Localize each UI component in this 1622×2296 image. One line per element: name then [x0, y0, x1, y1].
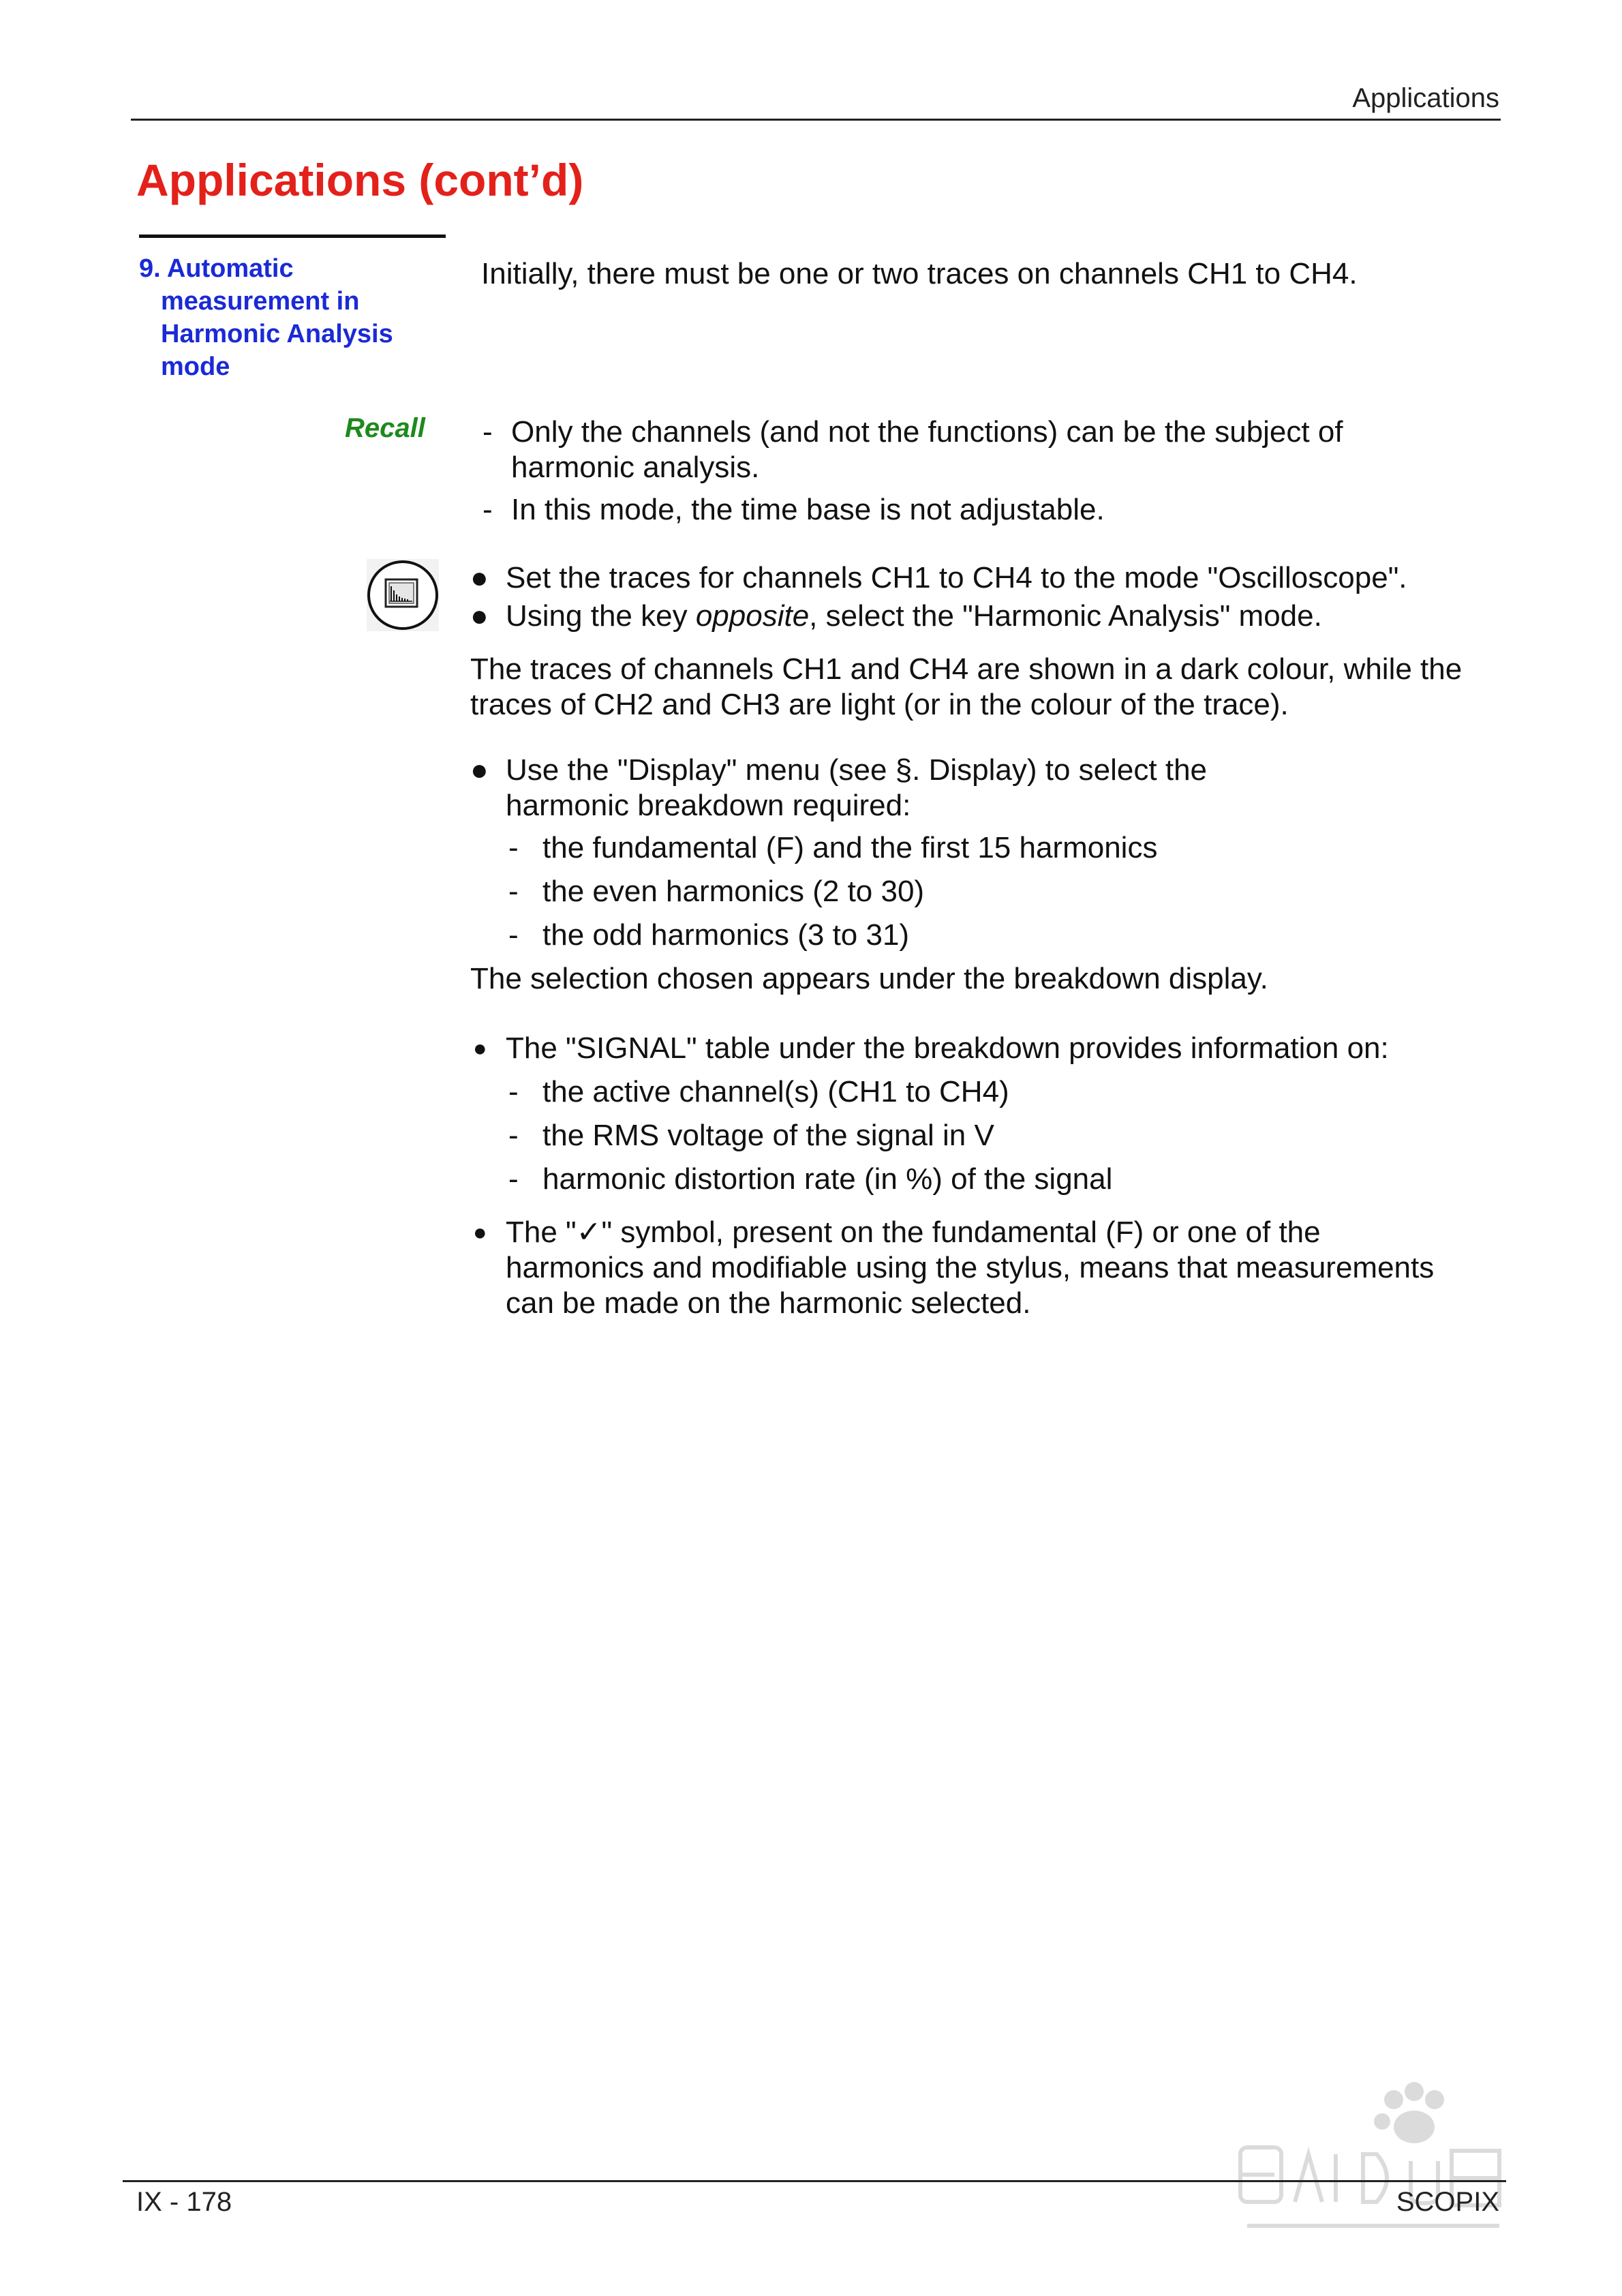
check-bullet-text: [470, 1215, 1434, 1321]
signal-item-2-text: the RMS voltage of the signal in V: [542, 1119, 994, 1152]
step-1-text: Set the traces for channels CH1 to CH4 to the mode "Oscilloscope".: [506, 561, 1407, 594]
signal-item-3-text: harmonic distortion rate (in %) of the signal: [542, 1162, 1113, 1196]
sidebar-heading-line2: measurement in: [161, 287, 360, 316]
header-rule: [131, 119, 1501, 121]
bullet-marker: ●: [470, 561, 489, 594]
traces-line2: traces of CH2 and CH3 are light (or in the colour of the trace).: [470, 688, 1289, 721]
selection-paragraph: The selection chosen appears under the breakdown display.: [470, 962, 1268, 995]
footer-rule: [123, 2180, 1506, 2182]
traces-line1: The traces of channels CH1 and CH4 are shown in a dark colour, while the: [470, 652, 1463, 686]
signal-bullet-text: [470, 1031, 1389, 1066]
sidebar-heading-line3: Harmonic Analysis: [161, 320, 393, 348]
step-2-emphasis: opposite: [695, 599, 810, 633]
header-section-label: Applications: [1352, 83, 1499, 113]
recall-item-2: [481, 492, 1343, 528]
check-line2: harmonics and modifiable using the stylus, means that measurements: [506, 1251, 1435, 1284]
step-item-2: [470, 599, 1407, 634]
sidebar-heading: [139, 252, 425, 383]
check-line3: can be made on the harmonic selected.: [506, 1286, 1031, 1320]
recall-list: [481, 414, 1343, 528]
display-line2: harmonic breakdown required:: [506, 789, 911, 822]
display-option-2-text: the even harmonics (2 to 30): [542, 875, 925, 908]
sidebar-heading-line1: 9. Automatic: [139, 254, 294, 283]
harmonic-analysis-key-icon: [367, 559, 439, 631]
steps-list: [470, 560, 1407, 634]
recall-item-2-line1: In this mode, the time base is not adjustable.: [511, 493, 1105, 526]
dash-marker: -: [508, 831, 519, 864]
signal-bullet: [470, 1031, 1389, 1197]
signal-item-1: [470, 1074, 1389, 1110]
display-bullet-text: [470, 753, 1207, 824]
signal-item-1-text: the active channel(s) (CH1 to CH4): [542, 1075, 1009, 1108]
display-option-1-text: the fundamental (F) and the first 15 harmonics: [542, 831, 1158, 864]
check-line1: The "✓" symbol, present on the fundamental (F) or one of the: [506, 1215, 1321, 1249]
step-item-1: [470, 560, 1407, 596]
footer-product-name: SCOPIX: [1396, 2187, 1499, 2217]
dash-marker: -: [508, 1162, 519, 1196]
footer-page-number: IX - 178: [136, 2187, 232, 2217]
dash-marker: -: [483, 415, 493, 449]
bullet-marker: ●: [473, 1220, 487, 1245]
recall-label: Recall: [345, 413, 425, 443]
bullet-marker: ●: [470, 753, 489, 787]
dash-marker: -: [508, 918, 519, 952]
dash-marker: -: [508, 1075, 519, 1108]
step-2-pre: Using the key: [506, 599, 696, 633]
display-option-2: [470, 874, 1207, 909]
signal-item-2: [470, 1118, 1389, 1153]
display-bullet: [470, 753, 1207, 953]
recall-item-1-line2: harmonic analysis.: [511, 451, 760, 484]
signal-line1: The "SIGNAL" table under the breakdown provides information on:: [506, 1031, 1389, 1065]
check-bullet: [470, 1215, 1434, 1321]
dash-marker: -: [508, 1119, 519, 1152]
recall-item-1: [481, 414, 1343, 485]
bullet-marker: ●: [470, 599, 489, 633]
signal-item-3: [470, 1162, 1389, 1197]
dash-marker: -: [483, 493, 493, 526]
traces-paragraph: [470, 652, 1462, 723]
display-line1: Use the "Display" menu (see §. Display) to select the: [506, 753, 1208, 787]
page-title: Applications (cont’d): [136, 155, 584, 205]
dash-marker: -: [508, 875, 519, 908]
recall-item-1-line1: Only the channels (and not the functions) can be the subject of: [511, 415, 1343, 449]
step-2-post: , select the "Harmonic Analysis" mode.: [809, 599, 1322, 633]
intro-paragraph: Initially, there must be one or two traces on channels CH1 to CH4.: [481, 257, 1358, 290]
display-option-3-text: the odd harmonics (3 to 31): [542, 918, 910, 952]
display-option-3: [470, 918, 1207, 953]
bullet-marker: ●: [473, 1036, 487, 1061]
baidu-jingyan-watermark: [1227, 2072, 1513, 2250]
sidebar-heading-line4: mode: [161, 352, 230, 381]
sidebar-rule: [139, 235, 446, 238]
display-option-1: [470, 830, 1207, 866]
